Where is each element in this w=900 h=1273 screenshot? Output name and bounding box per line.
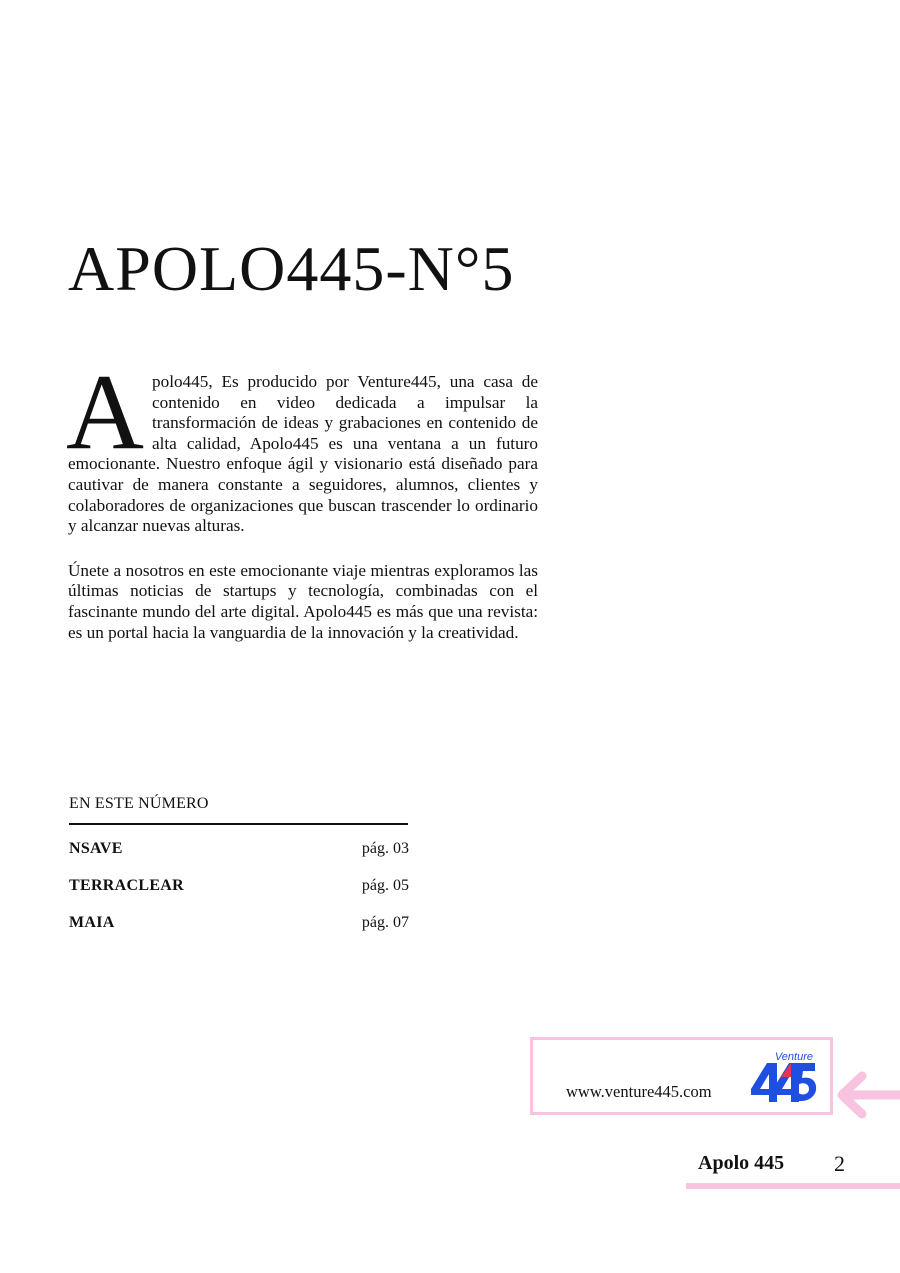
intro-paragraph-1-text: polo445, Es producido por Venture445, una casa de contenido en video dedicada a impulsar la transformación de ideas y grabaciones en contenido de alta calidad, Apolo445 es una ventana a un futuro emocionante. Nuestro enfoque ágil y visionario está diseñado para cautivar de manera constante a seguidores, alumnos, clientes y colaboradores de organizaciones que buscan trascender lo ordinario y alcanzar nuevas alturas. <box>68 372 538 536</box>
toc-item-maia[interactable] <box>69 914 409 951</box>
drop-cap: A <box>66 353 144 472</box>
toc-item-name: MAIA <box>69 914 115 931</box>
toc-item-page: pág. 07 <box>361 914 409 931</box>
toc-item-name: TERRACLEAR <box>69 877 185 894</box>
footer-magazine-name: Apolo 445 <box>698 1152 785 1174</box>
intro-paragraph-2: Únete a nosotros en este emocionante viaje mientras exploramos las últimas noticias de startups y tecnología, combinadas con el fascinante mundo del arte digital. Apolo445 es más que una revista: es un portal hacia la vanguardia de la innovación y la creatividad. <box>68 560 538 642</box>
page-number: 2 <box>834 1151 845 1176</box>
intro-paragraph-1 <box>66 353 538 537</box>
magazine-title: APOLO445-N°5 <box>68 233 515 304</box>
toc-item-page: pág. 05 <box>361 877 409 894</box>
toc-divider <box>69 823 408 825</box>
website-link[interactable]: www.venture445.com <box>566 1082 712 1101</box>
toc-item-page: pág. 03 <box>361 840 409 857</box>
arrow-left-icon <box>836 1070 900 1120</box>
venture445-logo <box>747 1049 817 1107</box>
toc-item-nsave[interactable] <box>69 840 409 877</box>
logo-word: Venture <box>774 1051 813 1063</box>
toc-list <box>69 840 409 951</box>
intro-text <box>66 353 538 643</box>
toc-item-terraclear[interactable] <box>69 877 409 914</box>
footer-accent-bar <box>686 1183 900 1189</box>
toc-item-name: NSAVE <box>69 840 123 857</box>
venture-promo-box[interactable] <box>530 1037 833 1115</box>
toc-heading: EN ESTE NÚMERO <box>69 795 209 812</box>
